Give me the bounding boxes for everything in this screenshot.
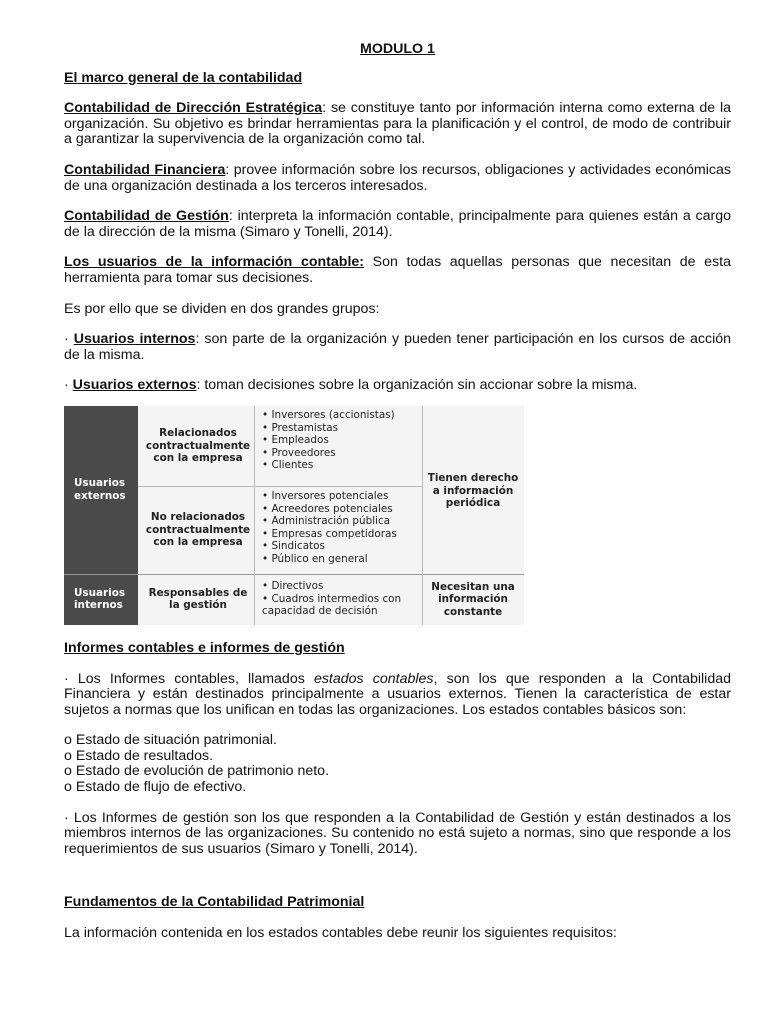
heading-fundamentos: Fundamentos de la Contabilidad Patrimonial (64, 894, 365, 911)
document-body (64, 42, 731, 957)
paragraph-gestion (64, 209, 731, 240)
paragraph-usuarios-internos (64, 332, 731, 363)
text-usuarios-internos: : son parte de la organización y pueden tener participación en los cursos de acción de la misma. (64, 331, 731, 363)
list-item: • Público en general (262, 553, 420, 566)
list-item: • Empleados (262, 434, 420, 447)
list-no-relacionados (262, 490, 420, 566)
paragraph-usuarios-externos (64, 378, 731, 394)
term-usuarios-externos: Usuarios externos (72, 377, 197, 394)
term-direccion-estrategica: Contabilidad de Dirección Estratégica (64, 100, 323, 117)
list-item: • Cuadros intermedios con capacidad de decisión (262, 593, 420, 618)
divider (254, 406, 255, 625)
text-gestion: : interpreta la información contable, principalmente para quienes están a cargo de la dirección de la misma (Simaro y Tonelli, 2014). (64, 208, 731, 240)
paragraph-financiera (64, 163, 731, 194)
list-item: • Acreedores potenciales (262, 503, 420, 516)
text-usuarios: Son todas aquellas personas que necesitan de esta herramienta para tomar sus decisiones. (64, 254, 731, 286)
text-usuarios-externos: : toman decisiones sobre la organización sin accionar sobre la misma. (196, 377, 638, 394)
list-item: • Clientes (262, 459, 420, 472)
bullet-prefix: · (64, 331, 74, 348)
term-financiera: Contabilidad Financiera (64, 161, 226, 178)
label-responsables: Responsables de la gestión (148, 586, 248, 612)
list-item: • Directivos (262, 580, 420, 593)
paragraph-informes-contables (64, 672, 731, 719)
list-item: • Inversores (accionistas) (262, 409, 420, 422)
list-item: • Prestamistas (262, 422, 420, 435)
divider (422, 406, 423, 625)
list-item: o Estado de flujo de efectivo. (64, 779, 247, 796)
label-usuarios-externos: Usuarios externos (74, 477, 126, 502)
list-item: o Estado de situación patrimonial. (64, 732, 277, 749)
label-no-relacionados: No relacionados contractualmente con la empresa (145, 511, 251, 549)
text-financiera: : provee información sobre los recursos, obligaciones y actividades económicas de una organización destinada a los terceros interesados. (64, 161, 731, 194)
term-usuarios: Los usuarios de la información contable: (64, 254, 365, 271)
users-table-figure (64, 406, 524, 625)
paragraph-usuarios (64, 255, 731, 286)
label-usuarios-internos: Usuarios internos (74, 586, 126, 612)
list-item: • Empresas competidoras (262, 528, 420, 541)
list-item: o Estado de evolución de patrimonio neto. (64, 763, 330, 780)
list-item: • Administración pública (262, 515, 420, 528)
list-relacionados (262, 409, 420, 472)
text-informes-a: · Los Informes contables, llamados (64, 670, 314, 687)
text-direccion-estrategica: : se constituye tanto por información interna como externa de la organización. Su objetivo es brindar herramientas para la planificación y el control, de modo de contribuir a garantizar la supervivencia de la organización como tal. (64, 100, 732, 148)
list-item: • Proveedores (262, 447, 420, 460)
module-title: MODULO 1 (360, 41, 435, 57)
paragraph-grupos: Es por ello que se dividen en dos grandes grupos: (64, 300, 380, 317)
paragraph-requisitos: La información contenida en los estados contables debe reunir los siguientes requisitos: (64, 925, 617, 942)
heading-informes: Informes contables e informes de gestión (64, 639, 345, 656)
list-responsables (262, 580, 420, 618)
text-informes-b: , son los que responden a la Contabilidad Financiera y están destinados principalmente a usuarios externos. Tienen la característica de estar sujetos a normas que los unifican en todas las organizaciones. Los estados contables básicos son: (64, 670, 732, 718)
label-derecho-informacion: Tienen derecho a información periódica (427, 472, 519, 510)
list-item: o Estado de resultados. (64, 747, 214, 764)
text-estados-contables: estados contables (313, 670, 434, 687)
term-gestion: Contabilidad de Gestión (64, 208, 229, 225)
list-item: • Sindicatos (262, 540, 420, 553)
list-item: • Inversores potenciales (262, 490, 420, 503)
paragraph-informes-gestion: · Los Informes de gestión son los que responden a la Contabilidad de Gestión y están destinados a los miembros internos de las organizaciones. Su contenido no está sujeto a normas, sino que responde a los requerimientos de sus usuarios (Simaro y Tonelli, 2014). (64, 809, 731, 857)
label-relacionados: Relacionados contractualmente con la empresa (145, 427, 251, 465)
paragraph-direccion-estrategica (64, 101, 731, 148)
bullet-prefix: · (64, 377, 73, 394)
label-necesitan-informacion: Necesitan una información constante (431, 580, 515, 618)
heading-marco-general: El marco general de la contabilidad (64, 69, 303, 86)
term-usuarios-internos: Usuarios internos (73, 331, 196, 348)
estados-contables-list (64, 733, 731, 795)
